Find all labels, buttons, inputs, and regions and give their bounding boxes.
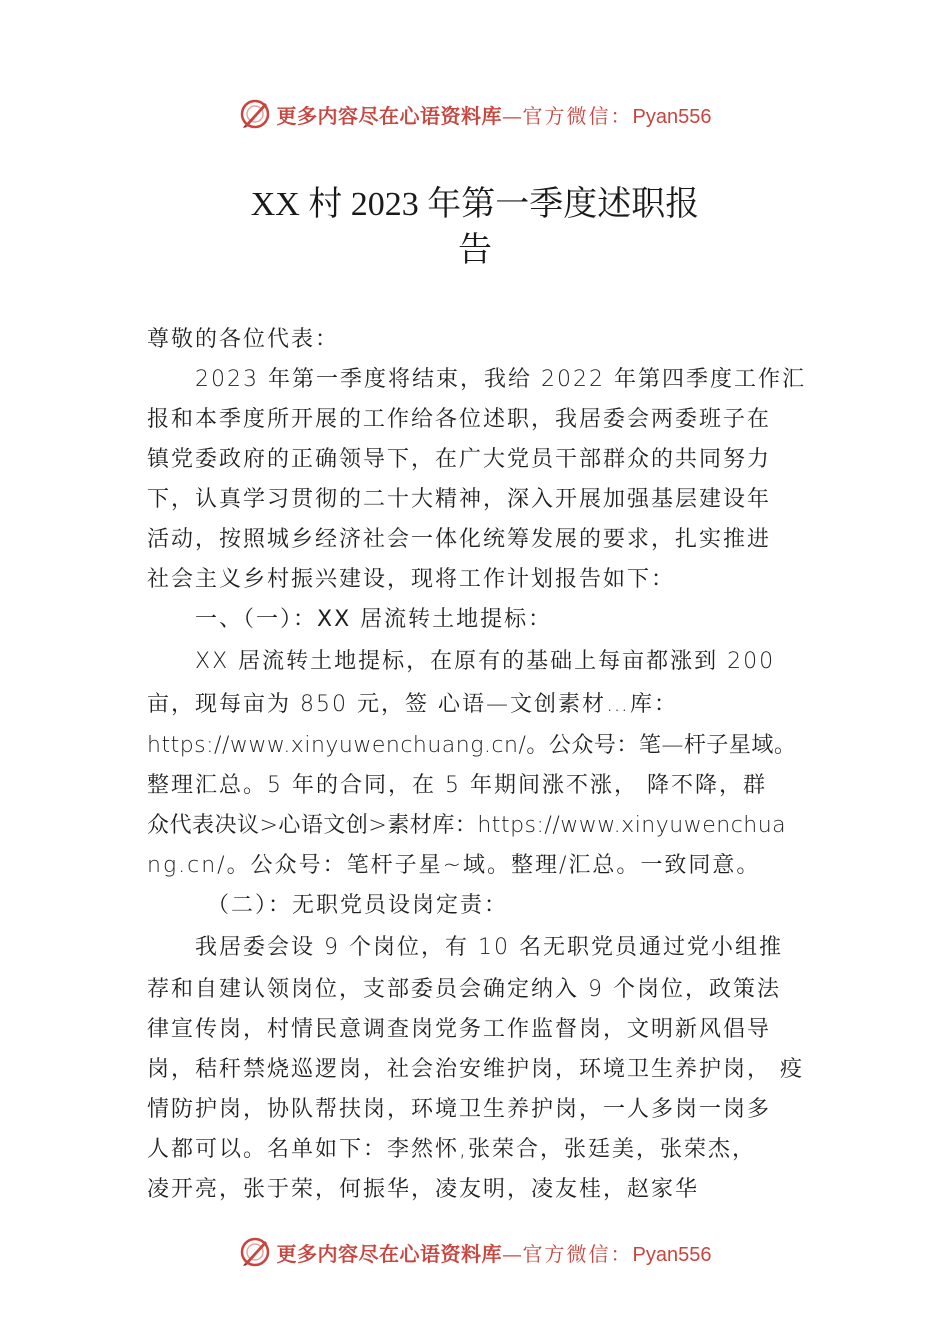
paragraph-line: 律宣传岗，村情民意调查岗党务工作监督岗，文明新风倡导: [147, 1017, 772, 1042]
paragraph-line: 众代表决议>心语文创>素材库：https://www.xinyuwenchua: [147, 813, 787, 838]
paragraph-line: 下，认真学习贯彻的二十大精神，深入开展加强基层建设年: [147, 487, 772, 512]
paragraph-line: 岗，秸秆禁烧巡逻岗，社会治安维护岗，环境卫生养护岗， 疫: [147, 1057, 804, 1082]
paragraph-line: XX 居流转土地提标，在原有的基础上每亩都涨到 200: [195, 649, 776, 674]
banner-main-text: 更多内容尽在心语资料库: [276, 1241, 503, 1266]
paragraph-line: 2023 年第一季度将结束，我给 2022 年第四季度工作汇: [195, 367, 806, 392]
banner-wechat-label: 官方微信：: [522, 1241, 633, 1266]
section-heading-1: 一、（一）：XX 居流转土地提标：: [195, 607, 553, 632]
paragraph-line: 人都可以。名单如下：李然怀,张荣合，张廷美，张荣杰，: [147, 1137, 756, 1162]
paragraph-line: https://www.xinyuwenchuang.cn/。公众号：笔—杆子星域。: [147, 733, 797, 758]
paragraph-line: 荐和自建认领岗位，支部委员会确定纳入 9 个岗位，政策法: [147, 977, 781, 1002]
paragraph-line: 镇党委政府的正确领导下，在广大党员干部群众的共同努力: [147, 447, 772, 472]
footer-banner: [0, 1232, 950, 1272]
paragraph-line: 整理汇总。5 年的合同，在 5 年期间涨不涨， 降不降，群: [147, 773, 767, 798]
pen-logo-icon: [239, 98, 271, 130]
document-title: [225, 182, 725, 274]
banner-wechat-id: Pyan556: [632, 105, 712, 128]
paragraph-line: 凌开亮，张于荣，何振华，凌友明，凌友桂，赵家华: [147, 1177, 700, 1202]
paragraph-line: 活动，按照城乡经济社会一体化统筹发展的要求，扎实推进: [147, 527, 772, 552]
banner-dash: —: [502, 1241, 523, 1266]
header-banner: [0, 94, 950, 134]
document-body: [147, 320, 823, 1210]
salutation: 尊敬的各位代表：: [147, 327, 340, 352]
banner-wechat-label: 官方微信：: [522, 103, 633, 128]
banner-text: [277, 100, 712, 129]
paragraph-line: ng.cn/。公众号：笔杆子星~域。整理/汇总。一致同意。: [147, 853, 761, 878]
paragraph-line: 我居委会设 9 个岗位，有 10 名无职党员通过党小组推: [195, 935, 783, 960]
section-heading-2: （二）：无职党员设岗定责：: [207, 893, 509, 918]
banner-text: [277, 1238, 712, 1267]
title-line-1: XX 村 2023 年第一季度述职报: [250, 186, 700, 223]
banner-dash: —: [502, 103, 523, 128]
paragraph-line: 报和本季度所开展的工作给各位述职，我居委会两委班子在: [147, 407, 772, 432]
banner-main-text: 更多内容尽在心语资料库: [276, 103, 503, 128]
paragraph-line: 情防护岗，协队帮扶岗，环境卫生养护岗，一人多岗一岗多: [147, 1097, 772, 1122]
title-line-2: 告: [458, 232, 492, 269]
banner-wechat-id: Pyan556: [632, 1243, 712, 1266]
paragraph-line: 社会主义乡村振兴建设，现将工作计划报告如下：: [147, 567, 676, 592]
paragraph-line: 亩，现每亩为 850 元，签 心语—文创素材…库：: [147, 692, 678, 717]
pen-logo-icon: [239, 1236, 271, 1268]
